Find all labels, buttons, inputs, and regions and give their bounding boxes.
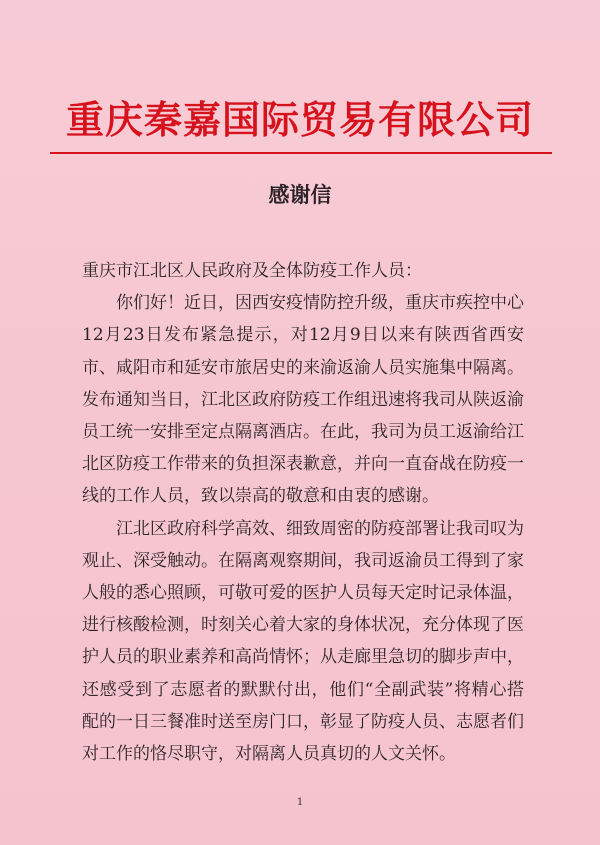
- page-number: 1: [296, 797, 304, 808]
- salutation: 重庆市江北区人民政府及全体防疫工作人员：: [82, 261, 422, 281]
- letter-body: [82, 255, 524, 770]
- paragraph-2: 江北区政府科学高效、细致周密的防疫部署让我司叹为观止、深受触动。在隔离观察期间，我司返渝员工得到了家人般的悉心照顾，可敬可爱的医护人员每天定时记录体温，进行核酸检测，时刻关心着大家的身体状况，充分体现了医护人员的职业素养和高尚情怀；从走廊里急切的脚步声中，还感受到了志愿者的默默付出，他们“全副武装”将精心搭配的一日三餐准时送至房门口，彰显了防疫人员、志愿者们对工作的恪尽职守，对隔离人员真切的人文关怀。: [82, 518, 524, 765]
- company-letterhead: 重庆秦嘉国际贸易有限公司: [65, 98, 534, 142]
- paragraph-1: 你们好！近日，因西安疫情防控升级，重庆市疾控中心12月23日发布紧急提示，对12月9日以来有陕西省西安市、咸阳市和延安市旅居史的来渝返渝人员实施集中隔离。发布通知当日，江北区政府防疫工作组迅速将我司从陕返渝员工统一安排至定点隔离酒店。在此，我司为员工返渝给江北区防疫工作带来的负担深表歉意，并向一直奋战在防疫一线的工作人员，致以崇高的敬意和由衷的感谢。: [82, 293, 524, 507]
- letterhead-divider: [50, 152, 552, 154]
- document-title: 感谢信: [268, 183, 332, 207]
